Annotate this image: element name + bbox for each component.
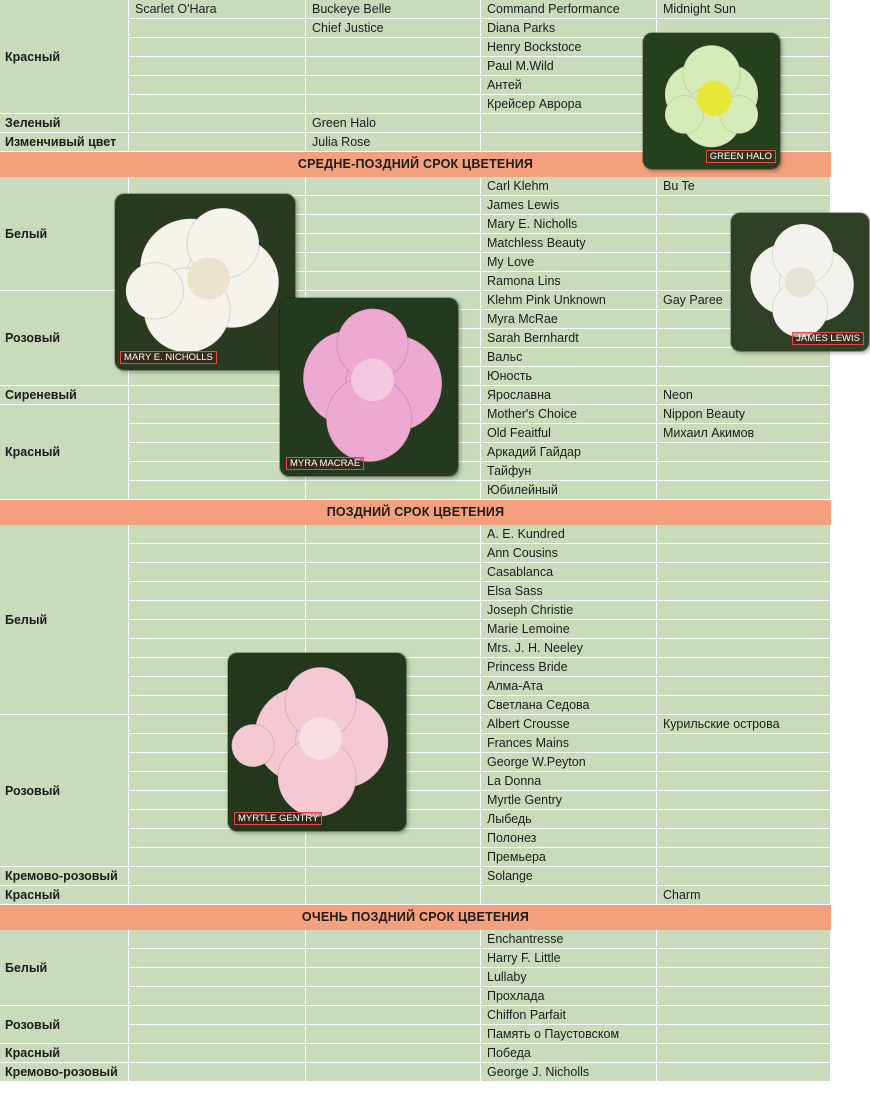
variety-cell xyxy=(306,95,481,114)
flower-center xyxy=(351,359,394,402)
flower-center xyxy=(299,717,342,760)
variety-cell: Прохлада xyxy=(481,987,657,1006)
variety-cell xyxy=(306,563,481,582)
variety-cell xyxy=(129,1063,306,1082)
variety-cell xyxy=(306,848,481,867)
color-group-label: Сиреневый xyxy=(0,386,129,405)
variety-cell: Old Feaitful xyxy=(481,424,657,443)
variety-cell xyxy=(306,196,481,215)
variety-cell xyxy=(306,1063,481,1082)
variety-cell xyxy=(306,987,481,1006)
variety-cell: Mary E. Nicholls xyxy=(481,215,657,234)
variety-cell xyxy=(657,753,831,772)
variety-cell: Frances Mains xyxy=(481,734,657,753)
variety-cell: Память о Паустовском xyxy=(481,1025,657,1044)
variety-cell xyxy=(129,987,306,1006)
variety-cell: Paul M.Wild xyxy=(481,57,657,76)
variety-cell: Ann Cousins xyxy=(481,544,657,563)
variety-cell: Scarlet O'Hara xyxy=(129,0,306,19)
table-row xyxy=(0,563,831,582)
variety-cell: Henry Bockstoce xyxy=(481,38,657,57)
variety-cell: Победа xyxy=(481,1044,657,1063)
color-group-label: Розовый xyxy=(0,1006,129,1044)
table-row xyxy=(0,734,831,753)
table-row xyxy=(0,639,831,658)
variety-cell xyxy=(129,867,306,886)
variety-cell: Harry F. Little xyxy=(481,949,657,968)
table-row xyxy=(0,1025,831,1044)
variety-cell xyxy=(306,544,481,563)
variety-cell xyxy=(129,38,306,57)
variety-cell: Chiffon Parfait xyxy=(481,1006,657,1025)
photo-green-halo xyxy=(643,33,780,169)
variety-cell xyxy=(657,968,831,987)
variety-cell xyxy=(129,114,306,133)
petal xyxy=(232,724,275,767)
variety-cell xyxy=(306,57,481,76)
variety-cell: Лыбедь xyxy=(481,810,657,829)
variety-cell xyxy=(129,886,306,905)
section-header: ОЧЕНЬ ПОЗДНИЙ СРОК ЦВЕТЕНИЯ xyxy=(0,905,831,930)
variety-cell xyxy=(657,696,831,715)
variety-cell: Joseph Christie xyxy=(481,601,657,620)
variety-cell: Chief Justice xyxy=(306,19,481,38)
variety-cell xyxy=(657,810,831,829)
variety-cell xyxy=(306,234,481,253)
variety-cell: Elsa Sass xyxy=(481,582,657,601)
variety-cell xyxy=(657,563,831,582)
variety-cell: Тайфун xyxy=(481,462,657,481)
variety-cell xyxy=(657,1025,831,1044)
variety-cell: Diana Parks xyxy=(481,19,657,38)
table-row xyxy=(0,772,831,791)
color-group-label: Белый xyxy=(0,930,129,1006)
variety-cell: Sarah Bernhardt xyxy=(481,329,657,348)
variety-cell xyxy=(129,1006,306,1025)
variety-cell: Gay Paree xyxy=(657,291,831,310)
variety-cell xyxy=(657,639,831,658)
variety-cell xyxy=(306,481,481,500)
table-row xyxy=(0,810,831,829)
variety-cell xyxy=(657,582,831,601)
variety-cell: Buckeye Belle xyxy=(306,0,481,19)
variety-cell xyxy=(306,582,481,601)
variety-cell: Ярославна xyxy=(481,386,657,405)
variety-cell: Midnight Sun xyxy=(657,0,831,19)
variety-cell xyxy=(657,443,831,462)
variety-cell xyxy=(657,601,831,620)
table-row xyxy=(0,829,831,848)
flower-center xyxy=(696,81,732,116)
flower-photo-james-lewis xyxy=(731,213,869,351)
variety-cell: George W.Peyton xyxy=(481,753,657,772)
variety-cell xyxy=(129,525,306,544)
variety-cell xyxy=(481,133,657,152)
variety-cell xyxy=(129,949,306,968)
color-group-label: Изменчивый цвет xyxy=(0,133,129,152)
variety-cell: Green Halo xyxy=(306,114,481,133)
photo-caption: GREEN HALO xyxy=(706,150,776,163)
table-row xyxy=(0,715,831,734)
variety-cell: Casablanca xyxy=(481,563,657,582)
variety-cell: Mrs. J. H. Neeley xyxy=(481,639,657,658)
variety-cell xyxy=(306,886,481,905)
variety-cell: Carl Klehm xyxy=(481,177,657,196)
variety-cell: Mother's Choice xyxy=(481,405,657,424)
table-row xyxy=(0,525,831,544)
variety-cell xyxy=(657,367,831,386)
photo-caption: JAMES LEWIS xyxy=(792,332,864,345)
color-group-label: Белый xyxy=(0,525,129,715)
variety-cell xyxy=(306,272,481,291)
table-row xyxy=(0,867,831,886)
variety-cell: Command Performance xyxy=(481,0,657,19)
variety-cell: Nippon Beauty xyxy=(657,405,831,424)
color-group-label: Белый xyxy=(0,177,129,291)
variety-cell xyxy=(657,481,831,500)
variety-cell: Аркадий Гайдар xyxy=(481,443,657,462)
flower-photo-myrtle-gentry xyxy=(228,653,406,831)
variety-cell: Крейсер Аврора xyxy=(481,95,657,114)
variety-cell: George J. Nicholls xyxy=(481,1063,657,1082)
variety-cell xyxy=(657,1044,831,1063)
variety-cell: Юность xyxy=(481,367,657,386)
variety-cell xyxy=(306,215,481,234)
table-row xyxy=(0,753,831,772)
table-row xyxy=(0,930,831,949)
variety-cell xyxy=(306,38,481,57)
variety-cell xyxy=(306,968,481,987)
variety-cell xyxy=(657,734,831,753)
variety-cell xyxy=(481,114,657,133)
variety-cell xyxy=(306,949,481,968)
variety-cell xyxy=(306,829,481,848)
table-row xyxy=(0,677,831,696)
table-row xyxy=(0,1006,831,1025)
variety-cell xyxy=(657,620,831,639)
variety-cell: James Lewis xyxy=(481,196,657,215)
variety-cell xyxy=(129,930,306,949)
table-row xyxy=(0,1063,831,1082)
variety-cell xyxy=(657,949,831,968)
color-group-label: Красный xyxy=(0,405,129,500)
variety-cell: Marie Lemoine xyxy=(481,620,657,639)
variety-cell xyxy=(129,1044,306,1063)
variety-cell xyxy=(306,867,481,886)
variety-cell xyxy=(129,1025,306,1044)
variety-cell xyxy=(657,658,831,677)
variety-cell xyxy=(657,772,831,791)
variety-cell: La Donna xyxy=(481,772,657,791)
variety-cell: Вальс xyxy=(481,348,657,367)
variety-cell xyxy=(306,525,481,544)
variety-cell: Charm xyxy=(657,886,831,905)
color-group-label: Зеленый xyxy=(0,114,129,133)
table-row xyxy=(0,1044,831,1063)
table-row xyxy=(0,582,831,601)
variety-cell: Enchantresse xyxy=(481,930,657,949)
flower-center xyxy=(785,267,815,297)
variety-cell xyxy=(481,886,657,905)
color-group-label: Кремово-розовый xyxy=(0,867,129,886)
table-row xyxy=(0,481,831,500)
variety-cell: Myra McRae xyxy=(481,310,657,329)
variety-cell: Bu Te xyxy=(657,177,831,196)
variety-cell xyxy=(657,867,831,886)
table-row xyxy=(0,886,831,905)
variety-cell: Ramona Lins xyxy=(481,272,657,291)
table-row xyxy=(0,620,831,639)
variety-cell xyxy=(129,57,306,76)
variety-cell: Albert Crousse xyxy=(481,715,657,734)
variety-cell xyxy=(657,987,831,1006)
variety-cell xyxy=(306,177,481,196)
variety-cell xyxy=(657,848,831,867)
variety-cell xyxy=(129,76,306,95)
table-row xyxy=(0,791,831,810)
variety-cell xyxy=(306,601,481,620)
variety-cell xyxy=(306,1025,481,1044)
section-header: ПОЗДНИЙ СРОК ЦВЕТЕНИЯ xyxy=(0,500,831,525)
variety-cell xyxy=(657,462,831,481)
variety-cell: Полонез xyxy=(481,829,657,848)
variety-cell: Solange xyxy=(481,867,657,886)
variety-cell xyxy=(129,620,306,639)
variety-cell xyxy=(129,563,306,582)
variety-cell: Светлана Седова xyxy=(481,696,657,715)
table-row xyxy=(0,601,831,620)
variety-cell xyxy=(657,930,831,949)
flower-photo-mary-nicholls xyxy=(115,194,295,370)
variety-cell: Алма-Ата xyxy=(481,677,657,696)
table-row xyxy=(0,696,831,715)
photo-myra-macrae xyxy=(280,298,458,476)
variety-cell xyxy=(129,544,306,563)
variety-cell xyxy=(657,1006,831,1025)
variety-cell: Neon xyxy=(657,386,831,405)
variety-cell: Юбилейный xyxy=(481,481,657,500)
variety-cell xyxy=(129,829,306,848)
variety-cell: Антей xyxy=(481,76,657,95)
variety-cell: Myrtle Gentry xyxy=(481,791,657,810)
variety-cell xyxy=(306,76,481,95)
variety-cell xyxy=(306,253,481,272)
photo-myrtle-gentry xyxy=(228,653,406,831)
variety-cell xyxy=(306,620,481,639)
variety-cell xyxy=(306,930,481,949)
variety-cell xyxy=(129,848,306,867)
color-group-label: Красный xyxy=(0,1044,129,1063)
table-row xyxy=(0,987,831,1006)
variety-cell: Princess Bride xyxy=(481,658,657,677)
variety-cell xyxy=(129,133,306,152)
color-group-label: Розовый xyxy=(0,715,129,867)
variety-cell xyxy=(129,481,306,500)
variety-cell xyxy=(129,968,306,987)
variety-cell: A. E. Kundred xyxy=(481,525,657,544)
photo-caption: MARY E. NICHOLLS xyxy=(120,351,217,364)
table-row xyxy=(0,544,831,563)
photo-mary-nicholls xyxy=(115,194,295,370)
flower-center xyxy=(187,257,230,299)
variety-cell xyxy=(129,95,306,114)
variety-cell: Matchless Beauty xyxy=(481,234,657,253)
variety-cell: Lullaby xyxy=(481,968,657,987)
variety-cell xyxy=(306,1044,481,1063)
color-group-label: Кремово-розовый xyxy=(0,1063,129,1082)
photo-caption: MYRA MACRAE xyxy=(286,457,364,470)
variety-cell xyxy=(657,829,831,848)
variety-cell xyxy=(129,19,306,38)
variety-cell: Михаил Акимов xyxy=(657,424,831,443)
photo-james-lewis xyxy=(731,213,869,351)
section-header: СРЕДНЕ-ПОЗДНИЙ СРОК ЦВЕТЕНИЯ xyxy=(0,152,831,177)
variety-cell xyxy=(129,601,306,620)
variety-cell xyxy=(657,1063,831,1082)
flower-photo-green-halo xyxy=(643,33,780,169)
table-row xyxy=(0,848,831,867)
variety-cell: Klehm Pink Unknown xyxy=(481,291,657,310)
flower-photo-myra-macrae xyxy=(280,298,458,476)
color-group-label: Красный xyxy=(0,886,129,905)
variety-cell xyxy=(657,791,831,810)
variety-cell: Julia Rose xyxy=(306,133,481,152)
table-row xyxy=(0,0,831,19)
variety-cell xyxy=(657,544,831,563)
variety-cell: Премьера xyxy=(481,848,657,867)
color-group-label: Красный xyxy=(0,0,129,114)
variety-cell xyxy=(657,677,831,696)
variety-cell: Курильские острова xyxy=(657,715,831,734)
variety-cell xyxy=(306,1006,481,1025)
photo-caption: MYRTLE GENTRY xyxy=(234,812,322,825)
table-row xyxy=(0,949,831,968)
variety-cell: My Love xyxy=(481,253,657,272)
petal xyxy=(126,263,184,319)
table-row xyxy=(0,968,831,987)
table-row xyxy=(0,658,831,677)
color-group-label: Розовый xyxy=(0,291,129,386)
variety-cell xyxy=(657,525,831,544)
variety-cell xyxy=(129,582,306,601)
